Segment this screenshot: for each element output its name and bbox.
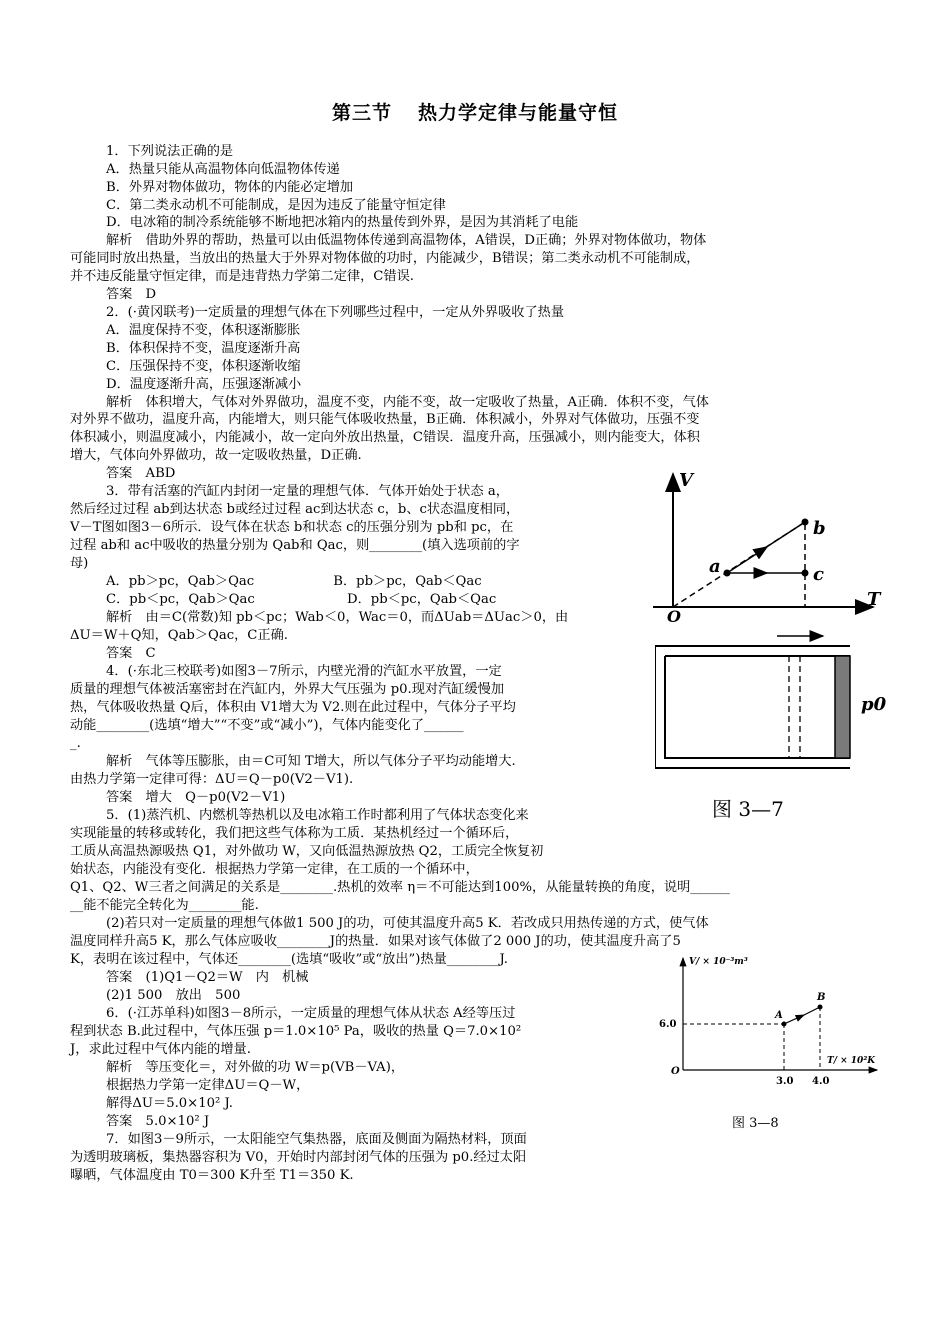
text-line: K，表明在该过程中，气体还________(选填“吸收”或“放出”)热量________J. bbox=[70, 952, 508, 967]
text-line: C．压强保持不变，体积逐渐收缩 bbox=[106, 359, 301, 374]
label-a: a bbox=[709, 556, 721, 577]
text-line: 解得ΔU＝5.0×10² J. bbox=[106, 1096, 233, 1111]
text-line: 质量的理想气体被活塞密封在汽缸内，外界大气压强为 p0.现对汽缸缓慢加 bbox=[70, 682, 505, 697]
pressure-text: p0 bbox=[861, 694, 887, 715]
text-line: 5．(1)蒸汽机、内燃机等热机以及电冰箱工作时都利用了气体状态变化来 bbox=[106, 808, 529, 823]
section-title bbox=[0, 98, 950, 125]
text-line: (2)1 500 放出 500 bbox=[106, 988, 241, 1003]
x-tick-4: 4.0 bbox=[812, 1076, 830, 1087]
figure-3-7-caption: 图 3—7 bbox=[712, 797, 784, 821]
text-line: 答案 (1)Q1－Q2＝W 内 机械 bbox=[106, 970, 309, 985]
figure-3-7-cylinder bbox=[655, 630, 895, 775]
process-ab-line bbox=[802, 1007, 820, 1016]
point-B bbox=[818, 1005, 823, 1010]
text-line: 然后经过过程 ab到达状态 b或经过过程 ac到达状态 c，b、c状态温度相同， bbox=[70, 502, 520, 517]
text-line: 为透明玻璃板，集热器容积为 V0，开始时内部封闭气体的压强为 p0.经过太阳 bbox=[70, 1150, 527, 1165]
text-line: __能不能完全转化为________能. bbox=[70, 898, 259, 913]
v-axis-label: V bbox=[679, 470, 693, 491]
text-line: 由热力学第一定律可得：ΔU＝Q－p0(V2－V1). bbox=[70, 772, 354, 787]
title-part-1: 第三节 bbox=[331, 102, 392, 124]
text-line: 热，气体吸收热量 Q后，体积由 V1增大为 V2.则在此过程中，气体分子平均 bbox=[70, 700, 516, 715]
pressure-label bbox=[861, 694, 887, 715]
process-ab-arrow bbox=[727, 547, 767, 573]
text-line: B．体积保持不变，温度逐渐升高 bbox=[106, 341, 301, 356]
origin-label: O bbox=[667, 607, 681, 622]
label-c: c bbox=[813, 564, 824, 585]
cylinder-outer-wall bbox=[655, 646, 850, 768]
y-tick-6: 6.0 bbox=[659, 1019, 677, 1030]
text-line: 2．(·黄冈联考)一定质量的理想气体在下列哪些过程中，一定从外界吸收了热量 bbox=[106, 305, 565, 320]
text-line: 过程 ab和 ac中吸收的热量分别为 Qab和 Qac，则________(填入选项前的字 bbox=[70, 538, 520, 553]
text-line: 根据热力学第一定律ΔU＝Q－W， bbox=[106, 1078, 310, 1093]
figure-3-6-vt-diagram bbox=[645, 462, 890, 622]
text-line: A．热量只能从高温物体向低温物体传递 bbox=[106, 162, 340, 177]
x-axis-label: T/ × 10²K bbox=[827, 1056, 876, 1066]
text-line: 增大，气体向外界做功，故一定吸收热量，D正确. bbox=[70, 448, 362, 463]
text-line: 母) bbox=[70, 556, 89, 571]
text-line: A．pb＞pc，Qab＞Qac B．pb＞pc，Qab＜Qac bbox=[106, 574, 482, 589]
point-a bbox=[724, 570, 731, 577]
text-line: J，求此过程中气体内能的增量. bbox=[70, 1042, 251, 1057]
text-line: 解析 体积增大，气体对外界做功，温度不变，内能不变，故一定吸收了热量，A正确．体积不变，气体 bbox=[106, 395, 709, 410]
text-line: 4．(·东北三校联考)如图3－7所示，内壁光滑的汽缸水平放置，一定 bbox=[106, 664, 502, 679]
text-line: A．温度保持不变，体积逐渐膨胀 bbox=[106, 323, 301, 338]
point-c bbox=[802, 570, 809, 577]
process-ab-arrow bbox=[784, 1015, 804, 1024]
text-line: 对外界不做功，温度升高，内能增大，则只能气体吸收热量，B正确．体积减小，外界对气体做功，压强不变 bbox=[70, 412, 700, 427]
figure-3-8-caption: 图 3—8 bbox=[732, 1116, 779, 1131]
text-line: C．pb＜pc，Qab＞Qac D．pb＜pc，Qab＜Qac bbox=[106, 592, 497, 607]
text-line: B．外界对物体做功，物体的内能必定增加 bbox=[106, 180, 354, 195]
text-line: 温度同样升高5 K，那么气体应吸收________J的热量．如果对该气体做了2 000 J的功，使其温度升高了5 bbox=[70, 934, 681, 949]
text-line: 解析 等压变化＝，对外做的功 W＝p(VB－VA)， bbox=[106, 1060, 405, 1075]
text-line: 解析 借助外界的帮助，热量可以由低温物体传递到高温物体，A错误，D正确；外界对物体做功，物体 bbox=[106, 233, 707, 248]
text-line: 3．带有活塞的汽缸内封闭一定量的理想气体．气体开始处于状态 a， bbox=[106, 484, 509, 499]
label-B: B bbox=[817, 992, 826, 1003]
point-b bbox=[802, 519, 809, 526]
t-axis-label: T bbox=[867, 589, 881, 610]
text-line: 答案 ABD bbox=[106, 466, 176, 481]
text-line: 7．如图3－9所示，一太阳能空气集热器，底面及侧面为隔热材料，顶面 bbox=[106, 1132, 527, 1147]
text-line: 答案 5.0×10² J bbox=[106, 1114, 210, 1129]
text-line: D．电冰箱的制冷系统能够不断地把冰箱内的热量传到外界，是因为其消耗了电能 bbox=[106, 215, 579, 230]
piston bbox=[835, 656, 850, 758]
text-line: 可能同时放出热量，当放出的热量大于外界对物体做的功时，内能减少，B错误；第二类永动机不可能制成， bbox=[70, 251, 700, 266]
text-line: (2)若只对一定质量的理想气体做1 500 J的功，可使其温度升高5 K．若改成只用热传递的方式，使气体 bbox=[106, 916, 709, 931]
text-line: 1．下列说法正确的是 bbox=[106, 144, 234, 159]
text-line: V－T图如图3－6所示．设气体在状态 b和状态 c的压强分别为 pb和 pc，在 bbox=[70, 520, 514, 535]
text-line: 程到状态 B.此过程中，气体压强 p＝1.0×10⁵ Pa，吸收的热量 Q＝7.0×10² bbox=[70, 1024, 522, 1039]
text-line: 6．(·江苏单科)如图3－8所示，一定质量的理想气体从状态 A经等压过 bbox=[106, 1006, 516, 1021]
text-line: 答案 D bbox=[106, 287, 157, 302]
origin-label: O bbox=[671, 1066, 680, 1077]
point-A bbox=[782, 1022, 787, 1027]
x-tick-3: 3.0 bbox=[776, 1076, 794, 1087]
text-line: 曝晒，气体温度由 T0＝300 K升至 T1＝350 K. bbox=[70, 1168, 354, 1183]
figure-3-8-vt-graph bbox=[655, 950, 895, 1095]
text-line: 实现能量的转移或转化，我们把这些气体称为工质．某热机经过一个循环后， bbox=[70, 826, 519, 841]
title-part-2: 热力学定律与能量守恒 bbox=[418, 102, 619, 124]
text-line: D．温度逐渐升高，压强逐渐减小 bbox=[106, 377, 302, 392]
y-axis-label: V/ × 10⁻³m³ bbox=[689, 957, 748, 967]
text-line: _. bbox=[70, 736, 81, 751]
label-b: b bbox=[813, 518, 826, 539]
text-line: 并不违反能量守恒定律，而是违背热力学第二定律，C错误. bbox=[70, 269, 414, 284]
text-line: 解析 由＝C(常数)知 pb＜pc；Wab＜0，Wac＝0，而ΔUab＝ΔUac＞0，由 bbox=[106, 610, 569, 625]
text-line: Q1、Q2、W三者之间满足的关系是________.热机的效率 η＝不可能达到100%，从能量转换的角度，说明______ bbox=[70, 880, 730, 895]
process-ab-line bbox=[765, 522, 805, 548]
text-line: 答案 增大 Q－p0(V2－V1) bbox=[106, 790, 286, 805]
label-A: A bbox=[775, 1010, 783, 1021]
cylinder-inner-wall bbox=[665, 656, 850, 758]
text-line: C．第二类永动机不可能制成，是因为违反了能量守恒定律 bbox=[106, 198, 446, 213]
text-line: 解析 气体等压膨胀，由＝C可知 T增大，所以气体分子平均动能增大. bbox=[106, 754, 516, 769]
text-line: 工质从高温热源吸热 Q1，对外做功 W，又向低温热源放热 Q2，工质完全恢复初 bbox=[70, 844, 544, 859]
text-line: 体积减小，则温度减小，内能减小，故一定向外放出热量，C错误．温度升高，压强减小，则内能变大，体积 bbox=[70, 430, 700, 445]
text-line: 始状态，内能没有变化．根据热力学第一定律，在工质的一个循环中， bbox=[70, 862, 479, 877]
text-line: 动能________(选填“增大”“不变”或“减小”)，气体内能变化了______ bbox=[70, 718, 464, 733]
text-line: 答案 C bbox=[106, 646, 156, 661]
text-line: ΔU＝W＋Q知，Qab＞Qac，C正确. bbox=[70, 628, 288, 643]
